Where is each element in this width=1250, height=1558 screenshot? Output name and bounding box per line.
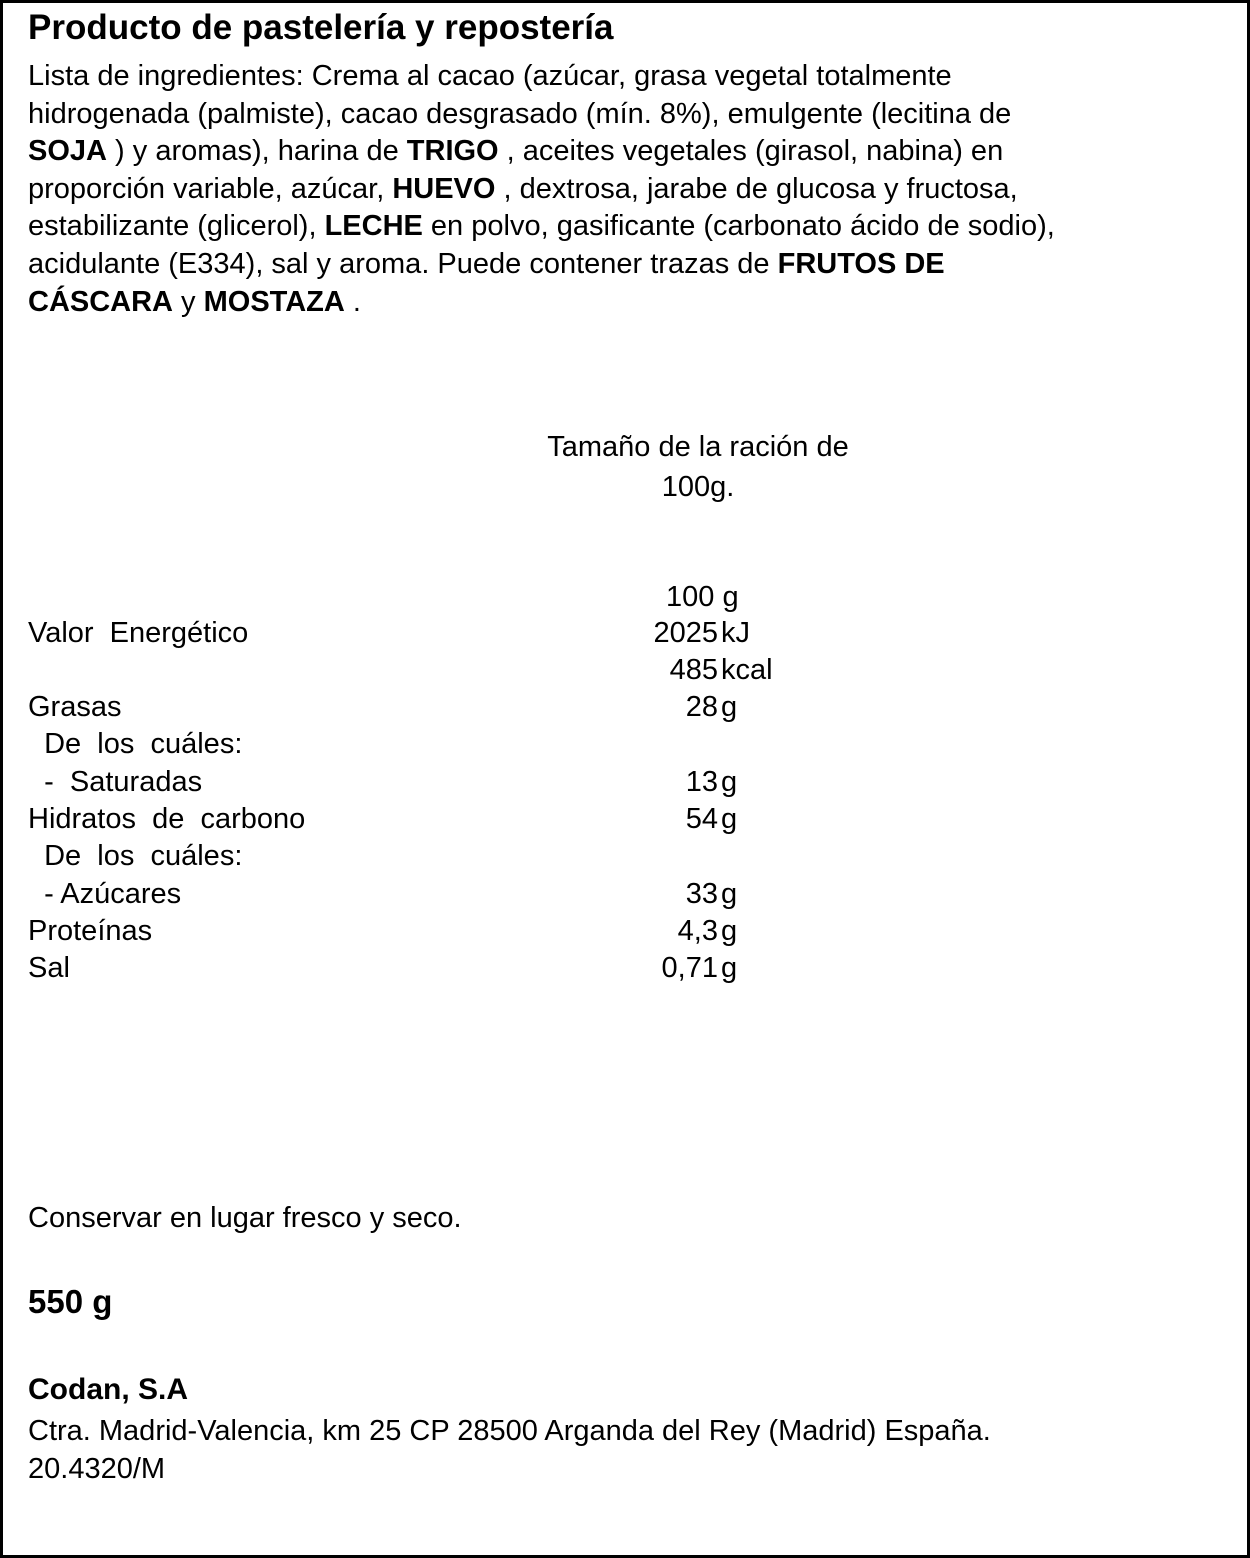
manufacturer-name: Codan, S.A xyxy=(28,1373,189,1406)
ingredients-text: ) y aromas), harina de xyxy=(106,135,407,168)
nutrition-value: 485 xyxy=(669,654,718,686)
registry-number: 20.4320/M xyxy=(28,1452,166,1485)
ingredients-text: proporción variable, azúcar, xyxy=(28,172,393,205)
ingredients-line xyxy=(28,208,1228,246)
nutrition-row xyxy=(3,913,1250,950)
ingredients-line xyxy=(28,58,1228,96)
ingredients-text: Lista de ingredientes: Crema al cacao (azúcar, grasa vegetal totalmente xyxy=(28,60,952,92)
nutrition-label: Hidratos de carbono xyxy=(28,803,306,835)
ingredients-line xyxy=(28,246,1228,284)
ingredients-text: acidulante (E334), sal y aroma. Puede contener trazas de xyxy=(28,247,778,280)
ingredients-text: , dextrosa, jarabe de glucosa y fructosa, xyxy=(495,172,1018,205)
allergen-leche: LECHE xyxy=(324,210,423,243)
nutrition-label: Valor Energético xyxy=(28,617,249,649)
nutrition-label: Grasas xyxy=(28,691,122,723)
ingredients-list xyxy=(28,58,1228,321)
nutrition-value: 13 xyxy=(685,766,718,798)
nutrition-unit: g xyxy=(721,952,738,984)
allergen-trigo: TRIGO xyxy=(406,135,499,168)
nutrition-label: - Azúcares xyxy=(28,878,182,910)
nutrition-row xyxy=(3,726,1250,763)
nutrition-row xyxy=(3,876,1250,913)
nutrition-value: 33 xyxy=(685,878,718,910)
nutrition-label: Sal xyxy=(28,952,70,984)
nutrition-unit: g xyxy=(721,915,738,947)
nutrition-unit: g xyxy=(721,803,738,835)
nutrition-label: - Saturadas xyxy=(28,766,203,798)
nutrition-value: 0,71 xyxy=(661,952,718,984)
nutrition-label: Proteínas xyxy=(28,915,153,947)
allergen-soja: SOJA xyxy=(28,135,107,168)
allergen-frutos-de-cascara: FRUTOS DE xyxy=(777,247,945,280)
storage-instructions: Conservar en lugar fresco y seco. xyxy=(28,1202,462,1234)
ingredients-text: hidrogenada (palmiste), cacao desgrasado (mín. 8%), emulgente (lecitina de xyxy=(28,97,1012,130)
allergen-huevo: HUEVO xyxy=(392,172,496,205)
ingredients-line xyxy=(28,133,1228,171)
manufacturer-address: Ctra. Madrid-Valencia, km 25 CP 28500 Arganda del Rey (Madrid) España. xyxy=(28,1415,991,1447)
ingredients-line xyxy=(28,171,1228,209)
nutrition-unit: g xyxy=(721,691,738,723)
nutrition-unit: kcal xyxy=(721,654,773,686)
nutrition-value: 2025 xyxy=(653,617,718,649)
ingredients-text: , aceites vegetales (girasol, nabina) en xyxy=(498,135,1004,168)
net-weight: 550 g xyxy=(28,1283,113,1320)
nutrition-row xyxy=(3,652,1250,689)
nutrition-unit: kJ xyxy=(721,617,750,649)
nutrition-unit: g xyxy=(721,878,738,910)
nutrition-row xyxy=(3,689,1250,726)
nutrition-row xyxy=(3,764,1250,801)
nutrition-value: 28 xyxy=(685,691,718,723)
nutrition-row xyxy=(3,615,1250,652)
nutrition-label: De los cuáles: xyxy=(28,840,243,872)
ingredients-text: en polvo, gasificante (carbonato ácido de sodio), xyxy=(422,210,1055,243)
nutrition-unit: g xyxy=(721,766,738,798)
nutrition-value: 54 xyxy=(685,803,718,835)
nutrition-row xyxy=(3,838,1250,875)
ingredients-text: . xyxy=(344,285,361,318)
serving-size-amount: 100g. xyxy=(661,471,735,503)
ingredients-text: estabilizante (glicerol), xyxy=(28,210,325,243)
product-title: Producto de pastelería y repostería xyxy=(28,8,614,47)
manufacturer-address-block xyxy=(28,1413,991,1488)
serving-size-line: Tamaño de la ración de xyxy=(547,431,849,463)
allergen-frutos-de-cascara: CÁSCARA xyxy=(28,285,173,318)
ingredients-line xyxy=(28,284,1228,322)
ingredients-text: y xyxy=(173,285,204,318)
allergen-mostaza: MOSTAZA xyxy=(203,285,345,318)
nutrition-label: De los cuáles: xyxy=(28,728,243,760)
nutrition-row xyxy=(3,950,1250,987)
nutrition-row xyxy=(3,801,1250,838)
ingredients-line xyxy=(28,96,1228,134)
nutrition-column-header: 100 g xyxy=(666,581,739,613)
nutrition-value: 4,3 xyxy=(677,915,718,947)
